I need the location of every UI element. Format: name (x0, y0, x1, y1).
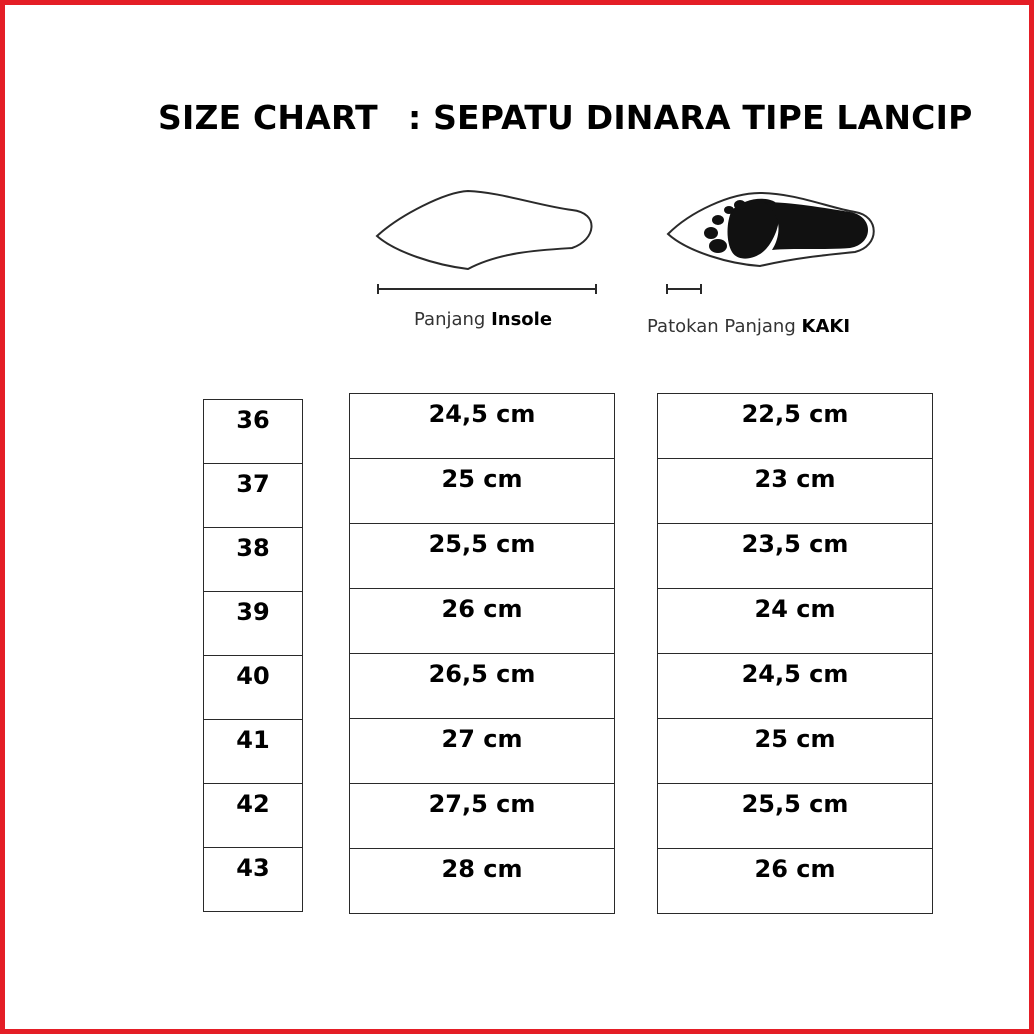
insole-caption-prefix: Panjang (414, 309, 492, 330)
foot-length-cell: 23,5 cm (657, 523, 933, 589)
insole-length-cell: 28 cm (349, 848, 615, 914)
foot-caption-prefix: Patokan Panjang (647, 316, 802, 337)
insole-caption-bold: Insole (491, 309, 553, 330)
foot-length-cell: 24,5 cm (657, 653, 933, 719)
foot-length-cell: 26 cm (657, 848, 933, 914)
insole-length-cell: 25 cm (349, 458, 615, 524)
foot-length-cell: 23 cm (657, 458, 933, 524)
insole-length-cell: 26 cm (349, 588, 615, 654)
insole-caption (414, 309, 552, 330)
size-cell: 43 (203, 847, 303, 912)
insole-length-cell: 26,5 cm (349, 653, 615, 719)
size-column (203, 399, 303, 912)
foot-length-column (657, 393, 933, 914)
page-title (158, 98, 972, 137)
insole-length-cell: 27,5 cm (349, 783, 615, 849)
title-product: : SEPATU DINARA TIPE LANCIP (408, 98, 973, 137)
title-label: SIZE CHART (158, 98, 378, 137)
size-cell: 38 (203, 527, 303, 592)
foot-length-cell: 22,5 cm (657, 393, 933, 459)
shoe-illustrations (360, 180, 900, 310)
size-cell: 42 (203, 783, 303, 848)
foot-length-cell: 24 cm (657, 588, 933, 654)
foot-length-cell: 25 cm (657, 718, 933, 784)
insole-length-column (349, 393, 615, 914)
size-cell: 39 (203, 591, 303, 656)
foot-caption (647, 316, 850, 337)
foot-length-cell: 25,5 cm (657, 783, 933, 849)
insole-outline-icon (377, 191, 596, 294)
foot-caption-bold: KAKI (801, 316, 851, 337)
insole-length-cell: 25,5 cm (349, 523, 615, 589)
footprint-icon (667, 193, 874, 294)
size-cell: 41 (203, 719, 303, 784)
size-cell: 36 (203, 399, 303, 464)
insole-length-cell: 27 cm (349, 718, 615, 784)
size-cell: 40 (203, 655, 303, 720)
insole-length-cell: 24,5 cm (349, 393, 615, 459)
size-cell: 37 (203, 463, 303, 528)
